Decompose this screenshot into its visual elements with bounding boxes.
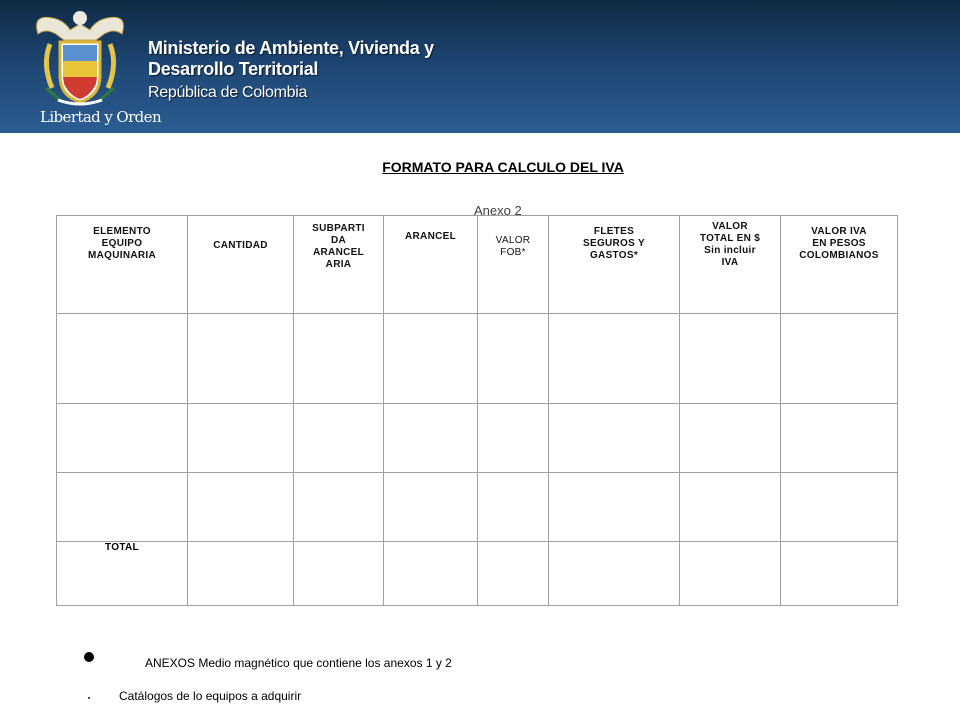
table-cell[interactable] bbox=[294, 542, 384, 606]
iva-calculation-table bbox=[56, 215, 898, 606]
col-header-label: VALOR IVA EN PESOS COLOMBIANOS bbox=[799, 226, 879, 261]
table-cell[interactable] bbox=[294, 473, 384, 542]
header-row bbox=[57, 216, 898, 314]
document-title: FORMATO PARA CALCULO DEL IVA bbox=[382, 159, 624, 175]
ministry-line-1: Ministerio de Ambiente, Vivienda y bbox=[148, 38, 434, 58]
col-header-subpartida bbox=[294, 216, 384, 314]
country-name: República de Colombia bbox=[148, 84, 308, 101]
col-header-valor-iva bbox=[781, 216, 898, 314]
motto: Libertad y Orden bbox=[40, 108, 161, 126]
table-cell[interactable] bbox=[294, 404, 384, 473]
col-header-label: SUBPARTI DA ARANCEL ARIA bbox=[312, 223, 365, 270]
table-row bbox=[57, 314, 898, 404]
table-cell[interactable] bbox=[549, 314, 680, 404]
total-label: TOTAL bbox=[57, 542, 188, 606]
table-cell[interactable] bbox=[680, 473, 781, 542]
table-cell[interactable] bbox=[680, 314, 781, 404]
table-cell[interactable] bbox=[57, 404, 188, 473]
table-cell[interactable] bbox=[188, 314, 294, 404]
table-cell[interactable] bbox=[188, 473, 294, 542]
col-header-label: CANTIDAD bbox=[213, 240, 268, 251]
col-header-valor-fob bbox=[478, 216, 549, 314]
table-cell[interactable] bbox=[781, 542, 898, 606]
col-header-valor-total bbox=[680, 216, 781, 314]
header-banner bbox=[0, 0, 960, 133]
bullet-catalogs: Catálogos de lo equipos a adquirir bbox=[119, 689, 302, 703]
col-header-arancel bbox=[384, 216, 478, 314]
col-header-fletes bbox=[549, 216, 680, 314]
table-cell[interactable] bbox=[478, 542, 549, 606]
col-header-label: VALOR TOTAL EN $ Sin incluir IVA bbox=[699, 221, 761, 268]
ministry-name bbox=[148, 38, 434, 104]
col-header-cantidad bbox=[188, 216, 294, 314]
table-cell[interactable] bbox=[188, 404, 294, 473]
col-header-label: ELEMENTO EQUIPO MAQUINARIA bbox=[88, 226, 156, 261]
table-cell[interactable] bbox=[188, 542, 294, 606]
table-cell[interactable] bbox=[549, 404, 680, 473]
table-row bbox=[57, 473, 898, 542]
col-header-label: FLETES SEGUROS Y GASTOS* bbox=[583, 226, 645, 261]
small-dot-bullet-icon bbox=[88, 697, 90, 699]
table-cell[interactable] bbox=[478, 314, 549, 404]
table-cell[interactable] bbox=[549, 542, 680, 606]
table-cell[interactable] bbox=[384, 542, 478, 606]
table-cell[interactable] bbox=[680, 404, 781, 473]
table-cell[interactable] bbox=[57, 473, 188, 542]
total-row bbox=[57, 542, 898, 606]
filled-circle-bullet-icon bbox=[84, 652, 94, 662]
col-header-label: ARANCEL bbox=[405, 231, 456, 242]
table-cell[interactable] bbox=[384, 404, 478, 473]
table-cell[interactable] bbox=[294, 314, 384, 404]
table-cell[interactable] bbox=[384, 314, 478, 404]
bullet-annexes: ANEXOS Medio magnético que contiene los anexos 1 y 2 bbox=[145, 656, 452, 670]
table-cell[interactable] bbox=[781, 404, 898, 473]
col-header-label: VALOR FOB* bbox=[495, 235, 531, 258]
table-cell[interactable] bbox=[549, 473, 680, 542]
table-cell[interactable] bbox=[478, 404, 549, 473]
ministry-line-2: Desarrollo Territorial bbox=[148, 59, 319, 79]
table-cell[interactable] bbox=[384, 473, 478, 542]
table-cell[interactable] bbox=[57, 314, 188, 404]
table-row bbox=[57, 404, 898, 473]
table-cell[interactable] bbox=[680, 542, 781, 606]
table-cell[interactable] bbox=[781, 473, 898, 542]
table-cell[interactable] bbox=[478, 473, 549, 542]
table-cell[interactable] bbox=[781, 314, 898, 404]
col-header-elemento bbox=[57, 216, 188, 314]
annex-label: Anexo 2 bbox=[474, 203, 522, 218]
